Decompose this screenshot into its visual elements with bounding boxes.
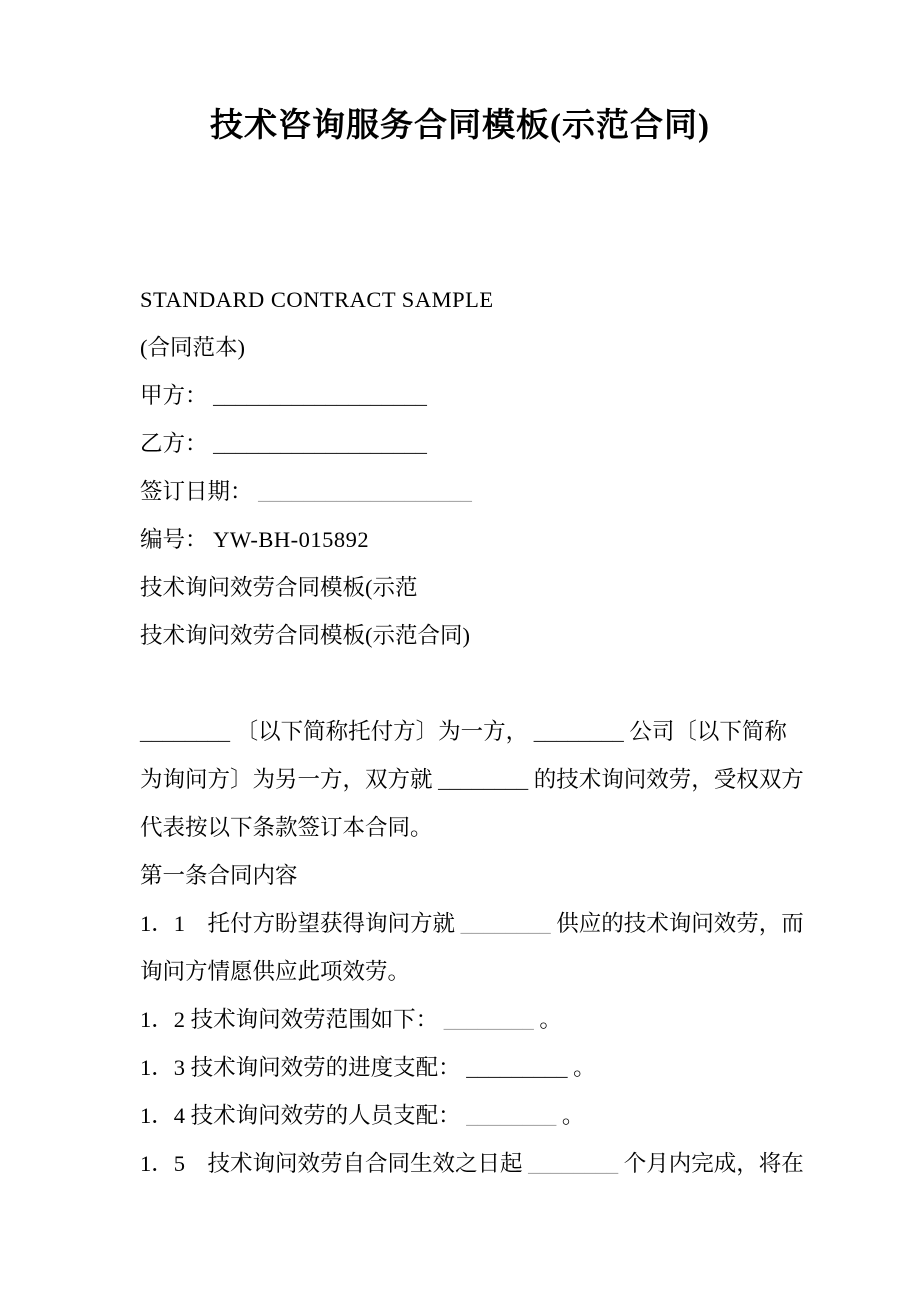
clause-1-4-blank: ________ [466,1103,557,1128]
clause-1-3-line [140,1044,860,1092]
clause-1-3-blank: _________ [466,1055,568,1080]
clause-1-5-text-2: 个月内完成，将在 [623,1151,804,1176]
clause-1-1-text-1: 1．1 托付方盼望获得询问方就 [140,911,456,936]
sample-en-text: STANDARD CONTRACT SAMPLE [140,287,494,312]
document-body [0,276,920,1188]
article-1-heading-text: 第一条合同内容 [140,863,298,888]
subtitle-1-text: 技术询问效劳合同模板(示范 [140,575,418,600]
company-name-blank: ________ [533,719,624,744]
doc-number-value: YW-BH-015892 [213,527,370,552]
intro-l1-text-2: 公司〔以下简称 [629,719,787,744]
sign-date-line [140,468,860,516]
doc-number-line [140,516,860,564]
clause-1-2-text-2: 。 [539,1007,562,1032]
clause-1-5-line [140,1140,860,1188]
party-b-blank: ___________________ [213,431,427,456]
party-a-line [140,372,860,420]
intro-l1-text-1: 〔以下简称托付方〕为一方， [235,719,529,744]
blank-line-spacer [140,660,860,708]
clause-1-2-text-1: 1．2 技术询问效劳范围如下： [140,1007,439,1032]
standard-contract-sample-line [140,276,860,324]
entrusting-party-blank: ________ [140,719,230,744]
intro-paragraph-line-1 [140,708,860,756]
clause-1-1-line-2 [140,948,860,996]
clause-1-4-text-2: 。 [561,1103,585,1128]
sign-date-label: 签订日期： [140,479,253,504]
doc-number-label: 编号： [140,527,208,552]
subject-blank: ________ [438,767,529,792]
clause-1-2-blank: ________ [443,1007,534,1032]
document-title: 技术咨询服务合同模板(示范合同) [210,108,710,144]
clause-1-2-line [140,996,860,1044]
clause-1-5-blank: ________ [528,1151,619,1176]
clause-1-1-blank: ________ [460,911,551,936]
clause-1-1-text-2: 供应的技术询问效劳，而 [556,911,804,936]
intro-paragraph-line-2 [140,756,860,804]
clause-1-3-text-1: 1．3 技术询问效劳的进度支配： [140,1055,461,1080]
party-b-label: 乙方： [140,431,208,456]
sample-cn-text: (合同范本) [140,335,245,360]
clause-1-5-text-1: 1．5 技术询问效劳自合同生效之日起 [140,1151,523,1176]
contract-sample-cn-line [140,324,860,372]
subtitle-line-1 [140,564,860,612]
intro-l2-text-2: 的技术询问效劳，受权双方 [533,767,804,792]
intro-l2-text-1: 为询问方〕为另一方，双方就 [140,767,433,792]
party-b-line [140,420,860,468]
party-a-label: 甲方： [140,383,208,408]
subtitle-line-2 [140,612,860,660]
clause-1-1-line-1 [140,900,860,948]
subtitle-2-text: 技术询问效劳合同模板(示范合同) [140,623,470,648]
clause-1-3-text-2: 。 [573,1055,596,1080]
intro-paragraph-line-3 [140,804,860,852]
intro-l3-text: 代表按以下条款签订本合同。 [140,815,433,840]
article-1-heading [140,852,860,900]
party-a-blank: ___________________ [213,383,427,408]
sign-date-blank: ___________________ [258,479,472,504]
clause-1-4-line [140,1092,860,1140]
clause-1-4-text-1: 1．4 技术询问效劳的人员支配： [140,1103,461,1128]
clause-1-1-continuation: 询问方情愿供应此项效劳。 [140,959,411,984]
